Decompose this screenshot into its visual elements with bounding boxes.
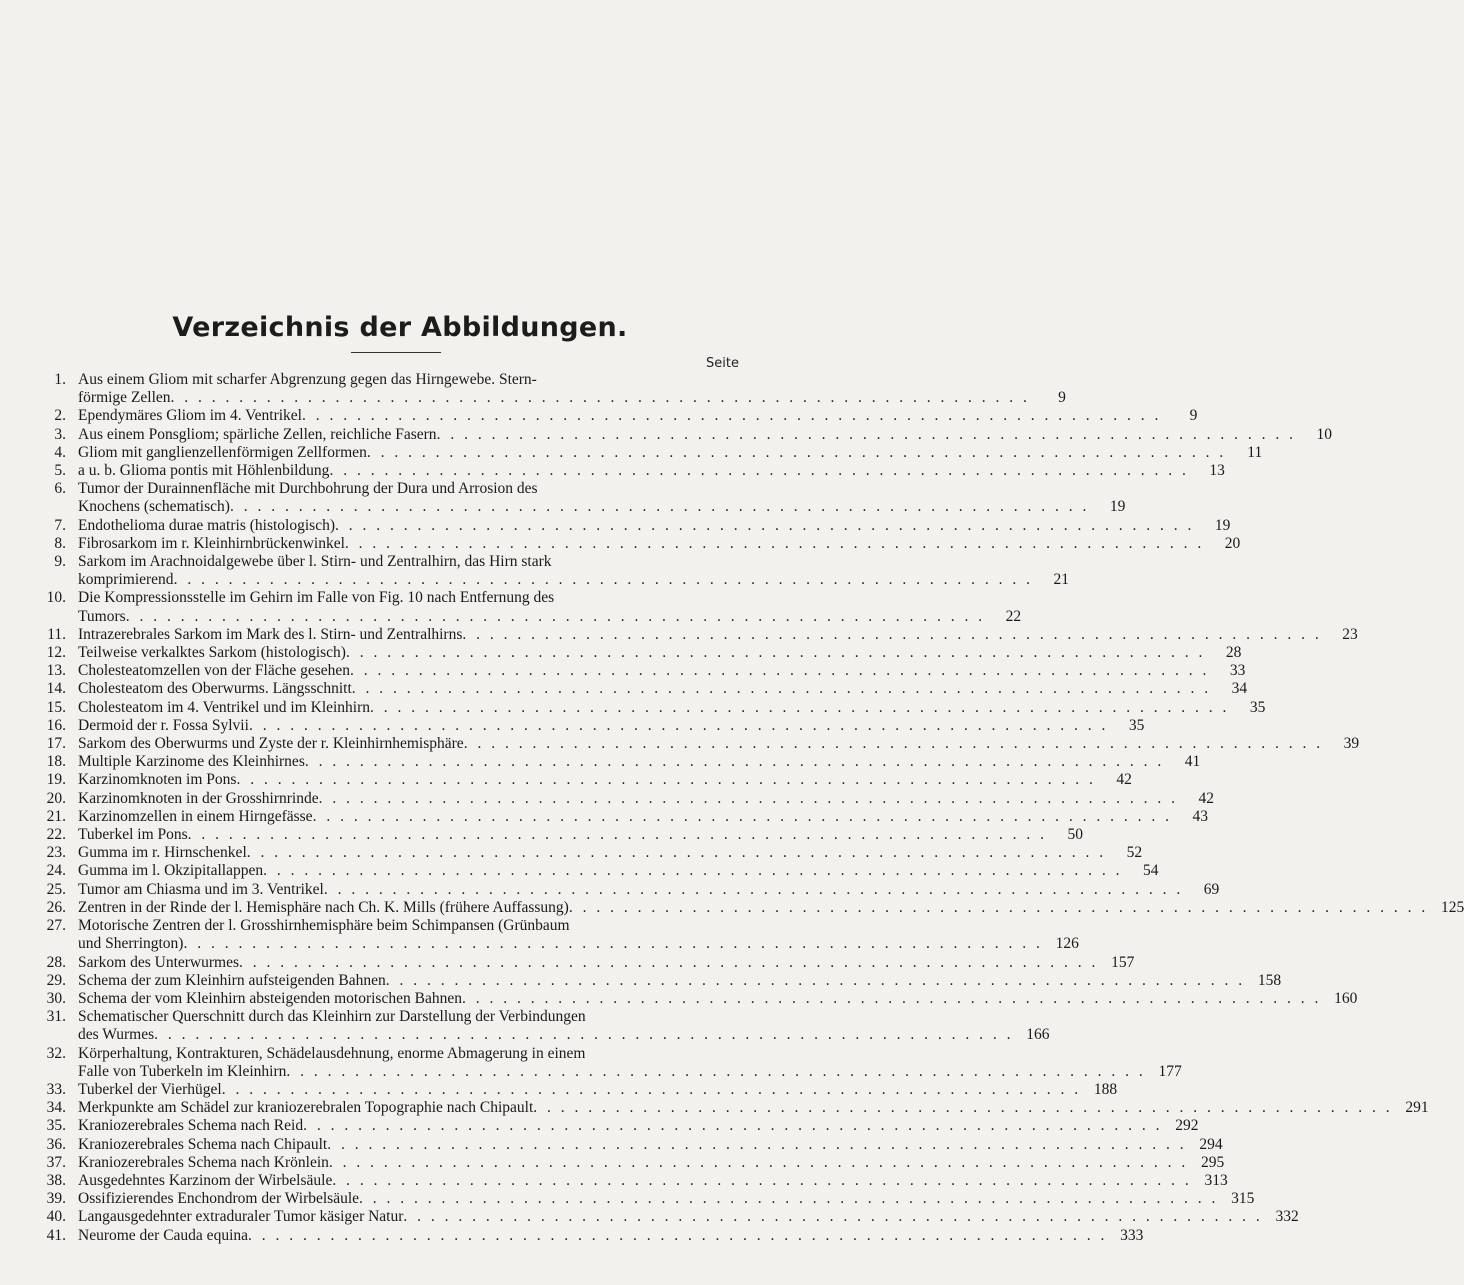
leader-dots: . . . . . . . . . . . . . . . . . . . . . . . . . . . . . . . . . . . . . . . . . . . . . . . . . . . . . . . . . . . . . . .: [248, 1226, 1108, 1244]
list-item: [40, 1117, 1199, 1135]
leader-dots: . . . . . . . . . . . . . . . . . . . . . . . . . . . . . . . . . . . . . . . . . . . . . . . . . . . . . . . . . . . . . . .: [302, 407, 1162, 425]
figure-number: 36.: [46, 1135, 66, 1153]
list-item: [40, 1153, 1225, 1172]
page-number: 188: [1093, 1080, 1118, 1098]
figure-number: 8.: [54, 534, 66, 552]
figure-caption-line: und Sherrington): [78, 935, 184, 953]
figure-number: 34.: [46, 1099, 66, 1117]
page-number: 69: [1203, 880, 1220, 898]
page-number: 42: [1116, 771, 1132, 789]
figure-number: 26.: [46, 898, 66, 916]
list-item: [40, 880, 1220, 899]
page-number: 23: [1342, 625, 1358, 643]
list-item: [40, 807, 1208, 826]
page-number: 33: [1229, 662, 1246, 680]
figure-number: 17.: [46, 735, 66, 753]
leader-dots: . . . . . . . . . . . . . . . . . . . . . . . . . . . . . . . . . . . . . . . . . . . . . . . . . . . . . . . . . . . . . . .: [568, 898, 1429, 916]
page-number: 35: [1249, 698, 1266, 716]
page-number: 9: [1189, 407, 1198, 425]
leader-dots: . . . . . . . . . . . . . . . . . . . . . . . . . . . . . . . . . . . . . . . . . . . . . . . . . . . . . . . . . . . . . . .: [350, 662, 1210, 680]
page-number: 21: [1053, 571, 1069, 589]
page-number: 291: [1405, 1099, 1429, 1117]
figure-caption-line: Merkpunkte am Schädel zur kraniozerebralen Topographie nach Chipault: [78, 1099, 534, 1117]
figure-caption-line: Die Kompressionsstelle im Gehirn im Falle von Fig. 10 nach Entfernung des: [78, 589, 555, 607]
figure-caption-line: Schema der zum Kleinhirn aufsteigenden Bahnen: [78, 971, 386, 989]
leader-dots: . . . . . . . . . . . . . . . . . . . . . . . . . . . . . . . . . . . . . . . . . . . . . . . . . . . . . . . . . . . . . . .: [304, 753, 1165, 771]
leader-dots: . . . . . . . . . . . . . . . . . . . . . . . . . . . . . . . . . . . . . . . . . . . . . . . . . . . . . . . . . . . . . . .: [463, 735, 1324, 753]
leader-dots: . . . . . . . . . . . . . . . . . . . . . . . . . . . . . . . . . . . . . . . . . . . . . . . . . . . . . . . . . . . . . . .: [246, 844, 1107, 862]
figure-number: 18.: [46, 753, 66, 771]
figure-number: 16.: [46, 716, 66, 734]
page-title: Verzeichnis der Abbildungen.: [172, 312, 628, 343]
page-number: 35: [1128, 716, 1145, 734]
figure-number: 32.: [46, 1044, 66, 1062]
figure-number: 13.: [46, 662, 66, 680]
list-item: [40, 1135, 1223, 1154]
page-number: 9: [1058, 389, 1066, 407]
leader-dots: . . . . . . . . . . . . . . . . . . . . . . . . . . . . . . . . . . . . . . . . . . . . . . . . . . . . . . . . . . . . . . .: [344, 534, 1205, 552]
figure-caption-line: Multiple Karzinome des Kleinhirnes: [78, 753, 305, 771]
leader-dots: . . . . . . . . . . . . . . . . . . . . . . . . . . . . . . . . . . . . . . . . . . . . . . . . . . . . . . . . . . . . . . .: [236, 771, 1096, 789]
figure-number: 6.: [54, 480, 66, 498]
page-number: 13: [1209, 462, 1225, 480]
figure-caption-line: Tumor der Durainnenfläche mit Durchbohrung der Dura und Arrosion des: [78, 480, 538, 498]
list-item: [40, 735, 1360, 753]
figure-number: 14.: [46, 680, 66, 698]
page-number: 22: [1005, 607, 1022, 625]
list-item: [40, 826, 1084, 844]
leader-dots: . . . . . . . . . . . . . . . . . . . . . . . . . . . . . . . . . . . . . . . . . . . . . . . . . . . . . . . . . . . . . . .: [239, 953, 1099, 971]
figure-caption-line: Tumor am Chiasma und im 3. Ventrikel: [78, 880, 324, 898]
page-number: 19: [1214, 516, 1231, 534]
figure-number: 5.: [54, 462, 66, 480]
page-number: 160: [1334, 989, 1358, 1007]
figure-caption-line: Gumma im l. Okzipitallappen: [78, 862, 264, 880]
figure-number: 10.: [46, 589, 66, 607]
figure-number: 37.: [46, 1153, 66, 1171]
page-number: 52: [1126, 844, 1143, 862]
figure-number: 35.: [46, 1117, 66, 1135]
list-item: [40, 1008, 1050, 1044]
leader-dots: . . . . . . . . . . . . . . . . . . . . . . . . . . . . . . . . . . . . . . . . . . . . . . . . . . . . . . . . . . . . . . .: [334, 516, 1195, 534]
list-item: [40, 680, 1248, 698]
page-number: 43: [1192, 807, 1208, 825]
leader-dots: . . . . . . . . . . . . . . . . . . . . . . . . . . . . . . . . . . . . . . . . . . . . . . . . . . . . . . . . . . . . . . .: [170, 389, 1030, 407]
figure-list: [40, 371, 1464, 1245]
leader-dots: . . . . . . . . . . . . . . . . . . . . . . . . . . . . . . . . . . . . . . . . . . . . . . . . . . . . . . . . . . . . . . .: [187, 826, 1048, 844]
page-number: 177: [1158, 1062, 1182, 1080]
figure-caption-line: Knochens (schematisch): [78, 498, 230, 516]
figure-number: 31.: [46, 1008, 66, 1026]
figure-caption-line: Cholesteatom im 4. Ventrikel und im Kleinhirn: [78, 698, 371, 716]
figure-number: 38.: [46, 1171, 66, 1189]
figure-number: 40.: [46, 1208, 66, 1226]
page-number: 19: [1109, 498, 1126, 516]
leader-dots: . . . . . . . . . . . . . . . . . . . . . . . . . . . . . . . . . . . . . . . . . . . . . . . . . . . . . . . . . . . . . . .: [403, 1208, 1263, 1226]
figure-caption-line: Kraniozerebrales Schema nach Chipault: [78, 1135, 328, 1153]
leader-dots: . . . . . . . . . . . . . . . . . . . . . . . . . . . . . . . . . . . . . . . . . . . . . . . . . . . . . . . . . . . . . . .: [154, 1026, 1014, 1044]
leader-dots: . . . . . . . . . . . . . . . . . . . . . . . . . . . . . . . . . . . . . . . . . . . . . . . . . . . . . . . . . . . . . . .: [370, 698, 1230, 716]
page-number: 41: [1184, 753, 1201, 771]
figure-caption-line: Tuberkel im Pons: [78, 826, 188, 844]
figure-caption-line: Langausgedehnter extraduraler Tumor käsiger Natur: [78, 1208, 404, 1226]
page-number: 10: [1316, 425, 1332, 443]
figure-caption-line: Cholesteatom des Oberwurms. Längsschnitt: [78, 680, 352, 698]
leader-dots: . . . . . . . . . . . . . . . . . . . . . . . . . . . . . . . . . . . . . . . . . . . . . . . . . . . . . . . . . . . . . . .: [327, 1135, 1187, 1153]
figure-number: 1.: [54, 371, 66, 388]
figure-caption-line: a u. b. Glioma pontis mit Höhlenbildung: [78, 462, 330, 480]
list-item: [40, 371, 1066, 407]
page-number: 50: [1067, 826, 1084, 844]
leader-dots: . . . . . . . . . . . . . . . . . . . . . . . . . . . . . . . . . . . . . . . . . . . . . . . . . . . . . . . . . . . . . . .: [221, 1080, 1082, 1098]
list-item: [40, 1044, 1182, 1081]
figure-caption-line: Karzinomzellen in einem Hirngefässe: [78, 807, 313, 825]
list-item: [40, 625, 1358, 644]
list-item: [40, 462, 1225, 480]
figure-number: 33.: [46, 1080, 66, 1098]
list-item: [40, 898, 1464, 917]
leader-dots: . . . . . . . . . . . . . . . . . . . . . . . . . . . . . . . . . . . . . . . . . . . . . . . . . . . . . . . . . . . . . . .: [312, 807, 1172, 825]
list-item: [40, 1171, 1228, 1190]
figure-caption-line: Ausgedehntes Karzinom der Wirbelsäule: [78, 1171, 333, 1189]
figure-number: 30.: [46, 989, 66, 1007]
figure-caption-line: Endothelioma durae matris (histologisch): [78, 516, 335, 534]
list-item: [40, 553, 1069, 589]
list-item: [40, 753, 1201, 771]
figure-caption-line: Kraniozerebrales Schema nach Reid: [78, 1117, 304, 1135]
figure-number: 11.: [47, 625, 66, 643]
figure-caption-line: Teilweise verkalktes Sarkom (histologisch): [78, 644, 346, 662]
leader-dots: . . . . . . . . . . . . . . . . . . . . . . . . . . . . . . . . . . . . . . . . . . . . . . . . . . . . . . . . . . . . . . .: [263, 862, 1123, 880]
page-number: 157: [1111, 953, 1135, 971]
figure-caption-line: Karzinomknoten in der Grosshirnrinde: [78, 789, 319, 807]
list-item: [40, 1208, 1299, 1226]
page-number: 34: [1231, 680, 1248, 698]
page-number: 20: [1224, 534, 1241, 552]
page-number: 42: [1198, 789, 1214, 807]
figure-number: 23.: [46, 844, 66, 862]
figure-number: 7.: [54, 516, 66, 534]
leader-dots: . . . . . . . . . . . . . . . . . . . . . . . . . . . . . . . . . . . . . . . . . . . . . . . . . . . . . . . . . . . . . . .: [329, 462, 1189, 480]
figure-number: 41.: [46, 1226, 66, 1244]
list-item: [40, 1190, 1255, 1208]
figure-number: 25.: [46, 880, 66, 898]
leader-dots: . . . . . . . . . . . . . . . . . . . . . . . . . . . . . . . . . . . . . . . . . . . . . . . . . . . . . . . . . . . . . . .: [436, 425, 1296, 443]
figure-number: 2.: [54, 407, 66, 425]
leader-dots: . . . . . . . . . . . . . . . . . . . . . . . . . . . . . . . . . . . . . . . . . . . . . . . . . . . . . . . . . . . . . . .: [318, 789, 1178, 807]
figure-caption-line: Körperhaltung, Kontrakturen, Schädelausdehnung, enorme Abmagerung in einem: [78, 1044, 586, 1062]
page-number: 158: [1257, 971, 1282, 989]
figure-caption-line: Schema der vom Kleinhirn absteigenden motorischen Bahnen: [78, 989, 462, 1007]
list-item: [40, 989, 1358, 1008]
list-item: [40, 771, 1132, 789]
figure-caption-line: Sarkom des Oberwurms und Zyste der r. Kleinhirnhemisphäre: [78, 735, 464, 753]
figure-number: 15.: [46, 698, 66, 716]
leader-dots: . . . . . . . . . . . . . . . . . . . . . . . . . . . . . . . . . . . . . . . . . . . . . . . . . . . . . . . . . . . . . . .: [173, 571, 1033, 589]
figure-number: 22.: [46, 826, 66, 844]
page-number: 125: [1440, 898, 1464, 916]
list-item: [40, 698, 1266, 717]
figure-caption-line: Aus einem Ponsgliom; spärliche Zellen, reichliche Fasern: [78, 425, 437, 443]
figure-caption-line: Tumors: [78, 607, 126, 625]
figure-caption-line: Schematischer Querschnitt durch das Kleinhirn zur Darstellung der Verbindungen: [78, 1008, 586, 1026]
figure-number: 21.: [46, 807, 66, 825]
figure-caption-line: Ossifizierendes Enchondrom der Wirbelsäule: [78, 1190, 360, 1208]
page-column-header: Seite: [706, 356, 739, 371]
figure-caption-line: Cholesteatomzellen von der Fläche gesehen: [78, 662, 351, 680]
list-item: [40, 1099, 1429, 1117]
figure-caption-line: Gliom mit ganglienzellenförmigen Zellformen: [78, 443, 367, 461]
leader-dots: . . . . . . . . . . . . . . . . . . . . . . . . . . . . . . . . . . . . . . . . . . . . . . . . . . . . . . . . . . . . . . .: [248, 716, 1109, 734]
figure-caption-line: Sarkom im Arachnoidalgewebe über l. Stirn- und Zentralhirn, das Hirn stark: [78, 553, 552, 571]
figure-caption-line: Neurome der Cauda equina: [78, 1226, 249, 1244]
leader-dots: . . . . . . . . . . . . . . . . . . . . . . . . . . . . . . . . . . . . . . . . . . . . . . . . . . . . . . . . . . . . . . .: [303, 1117, 1163, 1135]
list-item: [40, 844, 1143, 862]
page-number: 332: [1275, 1208, 1299, 1226]
figure-caption-line: Sarkom des Unterwurmes: [78, 953, 239, 971]
figure-caption-line: Karzinomknoten im Pons: [78, 771, 237, 789]
list-item: [40, 425, 1332, 444]
leader-dots: . . . . . . . . . . . . . . . . . . . . . . . . . . . . . . . . . . . . . . . . . . . . . . . . . . . . . . . . . . . . . . .: [183, 935, 1043, 953]
list-item: [40, 534, 1241, 553]
list-item: [40, 662, 1246, 680]
list-item: [40, 443, 1263, 462]
figure-caption-line: Zentren in der Rinde der l. Hemisphäre nach Ch. K. Mills (frühere Auffassung): [78, 898, 569, 916]
figure-number: 20.: [46, 789, 66, 807]
list-item: [40, 716, 1145, 735]
leader-dots: . . . . . . . . . . . . . . . . . . . . . . . . . . . . . . . . . . . . . . . . . . . . . . . . . . . . . . . . . . . . . . .: [533, 1099, 1393, 1117]
figure-caption-line: des Wurmes: [78, 1026, 155, 1044]
figure-caption-line: förmige Zellen: [78, 389, 171, 407]
list-item: [40, 1080, 1118, 1099]
figure-caption-line: Dermoid der r. Fossa Sylvii: [78, 716, 249, 734]
list-item: [40, 589, 1022, 625]
leader-dots: . . . . . . . . . . . . . . . . . . . . . . . . . . . . . . . . . . . . . . . . . . . . . . . . . . . . . . . . . . . . . . .: [366, 443, 1227, 461]
figure-caption-line: Gumma im r. Hirnschenkel: [78, 844, 247, 862]
figure-number: 28.: [46, 953, 66, 971]
figure-caption-line: Falle von Tuberkeln im Kleinhirn: [78, 1062, 287, 1080]
figure-caption-line: Ependymäres Gliom im 4. Ventrikel: [78, 407, 302, 425]
page-number: 292: [1175, 1117, 1199, 1135]
list-item: [40, 971, 1282, 990]
leader-dots: . . . . . . . . . . . . . . . . . . . . . . . . . . . . . . . . . . . . . . . . . . . . . . . . . . . . . . . . . . . . . . .: [286, 1062, 1146, 1080]
figure-number: 4.: [54, 443, 66, 461]
page-number: 54: [1142, 862, 1159, 880]
leader-dots: . . . . . . . . . . . . . . . . . . . . . . . . . . . . . . . . . . . . . . . . . . . . . . . . . . . . . . . . . . . . . . .: [328, 1153, 1189, 1171]
figure-number: 29.: [46, 971, 66, 989]
list-item: [40, 480, 1126, 516]
leader-dots: . . . . . . . . . . . . . . . . . . . . . . . . . . . . . . . . . . . . . . . . . . . . . . . . . . . . . . . . . . . . . . .: [125, 607, 986, 625]
leader-dots: . . . . . . . . . . . . . . . . . . . . . . . . . . . . . . . . . . . . . . . . . . . . . . . . . . . . . . . . . . . . . . .: [351, 680, 1212, 698]
figure-number: 19.: [46, 771, 66, 789]
page-number: 126: [1055, 935, 1079, 953]
list-item: [40, 516, 1231, 535]
leader-dots: . . . . . . . . . . . . . . . . . . . . . . . . . . . . . . . . . . . . . . . . . . . . . . . . . . . . . . . . . . . . . . .: [359, 1190, 1219, 1208]
figure-number: 9.: [54, 553, 66, 571]
leader-dots: . . . . . . . . . . . . . . . . . . . . . . . . . . . . . . . . . . . . . . . . . . . . . . . . . . . . . . . . . . . . . . .: [385, 971, 1246, 989]
title-rule: [351, 352, 441, 353]
list-item: [40, 644, 1242, 662]
figure-number: 24.: [46, 862, 66, 880]
page-number: 313: [1204, 1171, 1228, 1189]
page-number: 39: [1343, 735, 1360, 753]
page-number: 294: [1199, 1135, 1223, 1153]
leader-dots: . . . . . . . . . . . . . . . . . . . . . . . . . . . . . . . . . . . . . . . . . . . . . . . . . . . . . . . . . . . . . . .: [323, 880, 1184, 898]
page-number: 11: [1247, 443, 1263, 461]
figure-caption-line: Aus einem Gliom mit scharfer Abgrenzung gegen das Hirngewebe. Stern-: [78, 371, 537, 388]
list-item: [40, 953, 1135, 972]
page-number: 295: [1201, 1153, 1225, 1171]
figure-caption-line: Intrazerebrales Sarkom im Mark des l. Stirn- und Zentralhirns: [78, 625, 463, 643]
list-item: [40, 407, 1198, 425]
leader-dots: . . . . . . . . . . . . . . . . . . . . . . . . . . . . . . . . . . . . . . . . . . . . . . . . . . . . . . . . . . . . . . .: [332, 1171, 1192, 1189]
figure-caption-line: Kraniozerebrales Schema nach Krönlein: [78, 1153, 329, 1171]
page-number: 166: [1026, 1026, 1050, 1044]
list-item: [40, 917, 1079, 953]
figure-number: 12.: [46, 644, 66, 662]
figure-number: 39.: [46, 1190, 66, 1208]
page-number: 315: [1231, 1190, 1255, 1208]
leader-dots: . . . . . . . . . . . . . . . . . . . . . . . . . . . . . . . . . . . . . . . . . . . . . . . . . . . . . . . . . . . . . . .: [229, 498, 1090, 516]
figure-number: 3.: [54, 425, 66, 443]
list-item: [40, 862, 1159, 880]
figure-caption-line: Tuberkel der Vierhügel: [78, 1080, 222, 1098]
leader-dots: . . . . . . . . . . . . . . . . . . . . . . . . . . . . . . . . . . . . . . . . . . . . . . . . . . . . . . . . . . . . . . .: [461, 989, 1322, 1007]
leader-dots: . . . . . . . . . . . . . . . . . . . . . . . . . . . . . . . . . . . . . . . . . . . . . . . . . . . . . . . . . . . . . . .: [345, 644, 1206, 662]
page-number: 28: [1225, 644, 1242, 662]
list-item: [40, 1226, 1144, 1245]
figure-caption-line: Fibrosarkom im r. Kleinhirnbrückenwinkel: [78, 534, 345, 552]
leader-dots: . . . . . . . . . . . . . . . . . . . . . . . . . . . . . . . . . . . . . . . . . . . . . . . . . . . . . . . . . . . . . . .: [462, 625, 1322, 643]
figure-number: 27.: [46, 917, 66, 935]
list-item: [40, 789, 1214, 808]
figure-caption-line: Motorische Zentren der l. Grosshirnhemisphäre beim Schimpansen (Grünbaum: [78, 917, 570, 935]
figure-caption-line: komprimierend: [78, 571, 174, 589]
page-number: 333: [1120, 1226, 1144, 1244]
